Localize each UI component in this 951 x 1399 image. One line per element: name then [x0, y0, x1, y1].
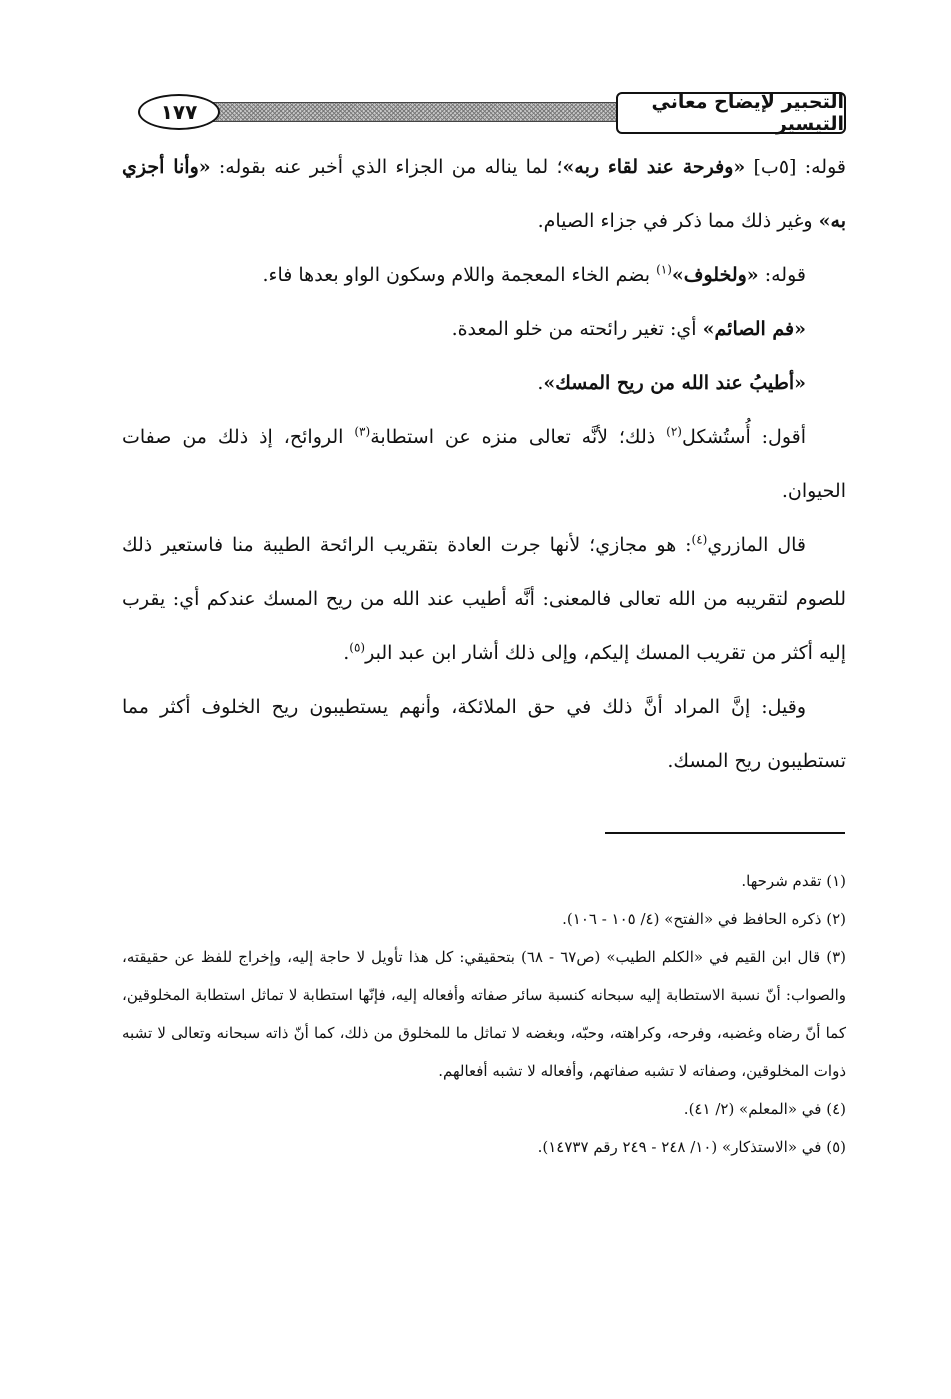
page-header — [120, 92, 846, 138]
footnote-1: (١) تقدم شرحها. — [741, 872, 846, 890]
footnote-ref: (٢) — [666, 424, 682, 439]
quoted-hadith-text: «وفرحة عند لقاء ربه» — [562, 156, 746, 178]
paragraph — [122, 140, 846, 248]
text-run: قال المازري — [707, 534, 807, 556]
text-run: بضم الخاء المعجمة واللام وسكون الواو بعدها فاء. — [262, 264, 657, 286]
text-run: ذلك؛ لأنَّه تعالى منزه عن استطابة — [370, 426, 667, 448]
quoted-hadith-text: «وأنا أجزي به» — [122, 156, 846, 232]
footnote-3: (٣) قال ابن القيم في «الكلم الطيب» (ص٦٧ - ٦٨) بتحقيقي: كل هذا تأويل لا حاجة إليه، وإخراج للفظ عن حقيقته، والصواب: أنّ نسبة الاستطابة إليه سبحانه كنسبة سائر صفاته وأفعاله إليه، فإنّها استطابة لا تماثل استطابة المخلوقين، كما أنّ رضاه وغضبه، وفرحه، وكراهته، وحبّه، وبغضه لا تماثل ما للمخلوق من ذلك، كما أنّ ذاته سبحانه وتعالى لا تشبه ذوات المخلوقين، وصفاته لا تشبه صفاتهم، وأفعاله لا تشبه أفعالهم. — [122, 948, 846, 1080]
text-run: قوله: [٥ب] — [745, 156, 846, 178]
paragraph — [122, 302, 846, 356]
quoted-hadith-text: «ولخلوف» — [671, 264, 759, 286]
paragraph — [122, 356, 846, 410]
text-run: وقيل: إنَّ المراد أنَّ ذلك في حق الملائكة، وأنهم يستطيبون ريح الخلوف أكثر مما تستطيبون ريح المسك. — [122, 696, 846, 772]
footnote-4: (٤) في «المعلم» (٢/ ٤١). — [683, 1100, 846, 1118]
paragraph — [122, 410, 846, 518]
running-title: التحبير لإيضاح معاني التيسير — [616, 92, 846, 134]
text-run: أقول: أُستُشكل — [681, 426, 807, 448]
footnote-5: (٥) في «الاستذكار» (١٠/ ٢٤٨ - ٢٤٩ رقم ١٤٧٣٧). — [537, 1138, 846, 1156]
text-run: ؛ لما يناله من الجزاء الذي أخبر عنه بقوله: — [210, 156, 563, 178]
footnote-ref: (٤) — [691, 532, 708, 547]
footnote-ref: (١) — [656, 262, 672, 277]
text-run: . — [343, 642, 350, 664]
footnote-ref: (٣) — [354, 424, 371, 439]
text-run: . — [537, 372, 544, 394]
header-decorative-band — [180, 102, 624, 122]
text-run: قوله: — [758, 264, 806, 286]
footnotes — [122, 862, 846, 1166]
footnote-2: (٢) ذكره الحافظ في «الفتح» (٤/ ١٠٥ - ١٠٦). — [562, 910, 846, 928]
text-run: الروائح، إذ ذلك من صفات الحيوان. — [122, 426, 846, 502]
text-run: وغير ذلك مما ذكر في جزاء الصيام. — [537, 210, 819, 232]
quoted-hadith-text: «أطيبُ عند الله من ريح المسك» — [543, 372, 806, 394]
paragraph — [122, 518, 846, 680]
paragraph — [122, 680, 846, 788]
text-run: : هو مجازي؛ لأنها جرت العادة بتقريب الرائحة الطيبة منا فاستعير ذلك للصوم لتقريبه من الله تعالى فالمعنى: أنَّه أطيب عند الله من ريح المسك عندكم أي: يقرب إليه أكثر من تقريب المسك إليكم، وإلى ذلك أشار ابن عبد البر — [122, 534, 846, 664]
footnote-separator — [605, 832, 845, 834]
paragraph — [122, 248, 846, 302]
page-number: ١٧٧ — [138, 94, 220, 130]
text-run: أي: تغير رائحته من خلو المعدة. — [451, 318, 703, 340]
main-text — [122, 140, 846, 788]
footnote-ref: (٥) — [349, 640, 366, 655]
quoted-hadith-text: «فم الصائم» — [702, 318, 806, 340]
